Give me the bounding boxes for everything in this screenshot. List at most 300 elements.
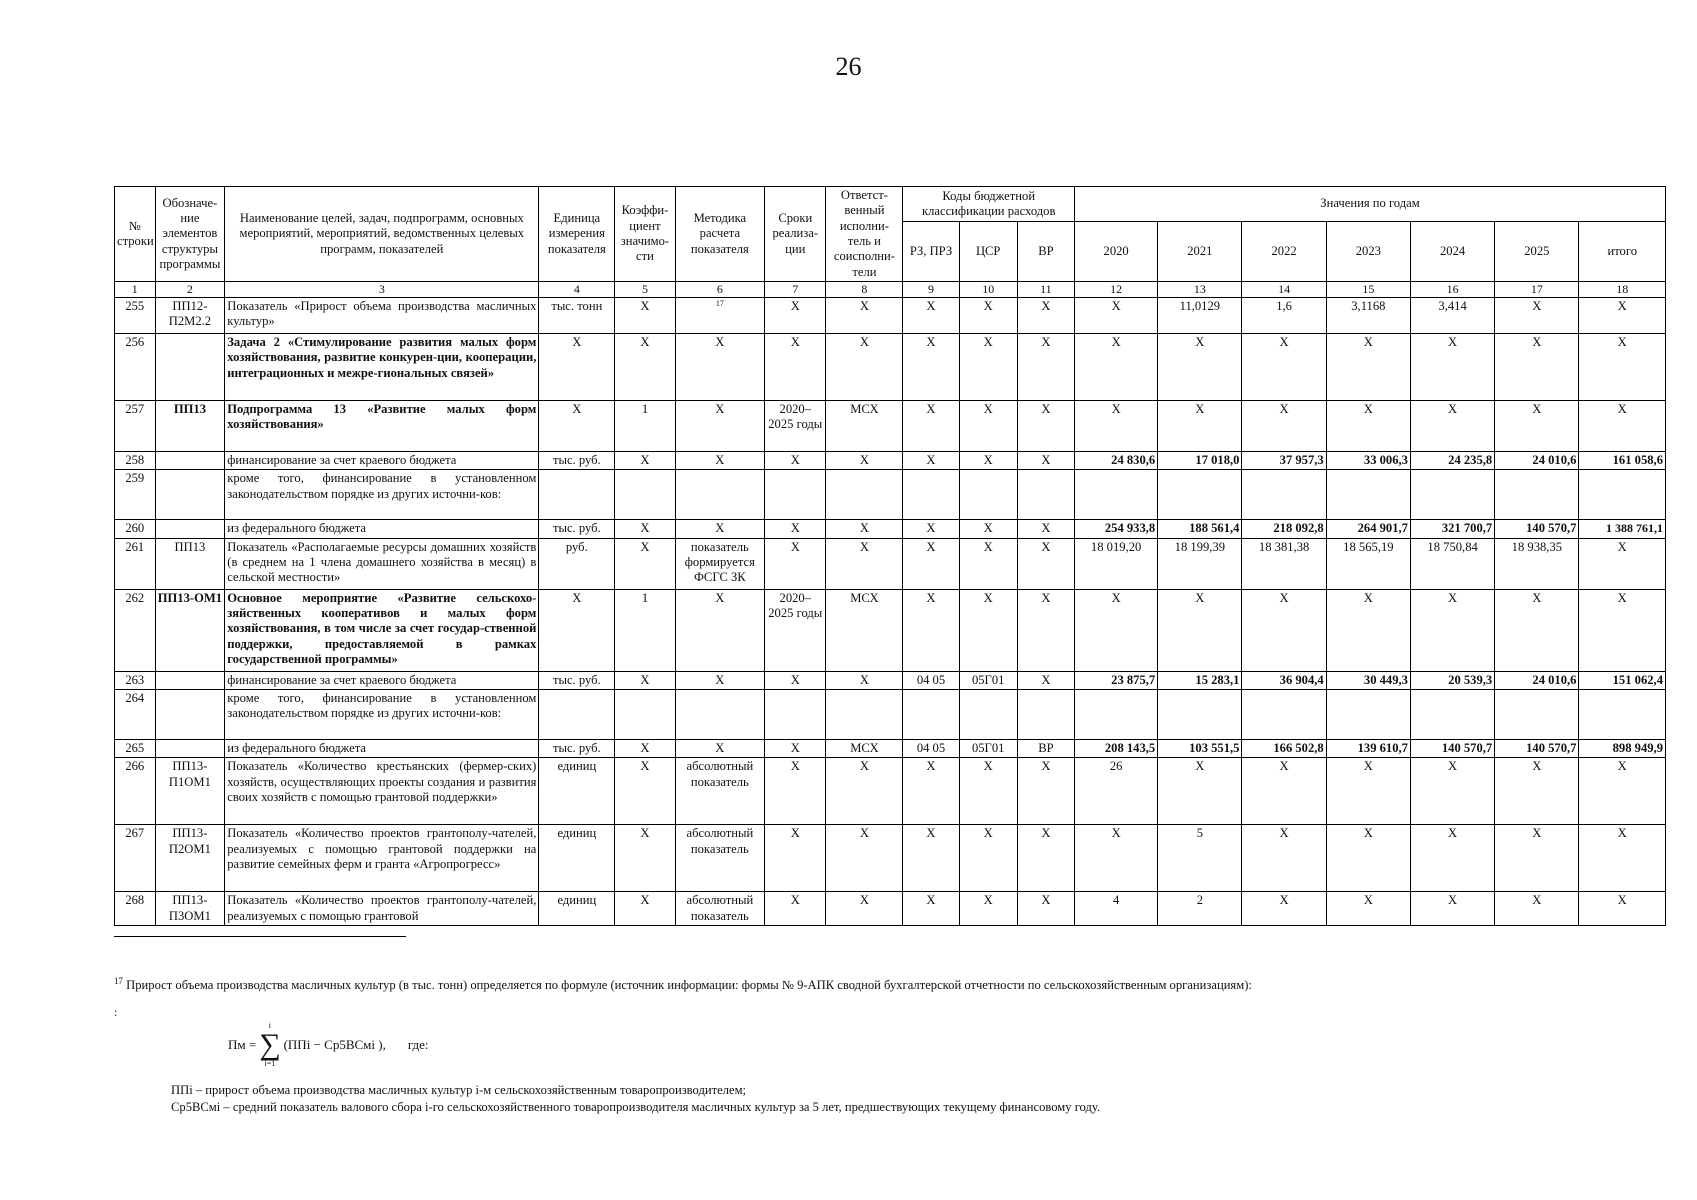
- footnote-reference[interactable]: 17: [715, 298, 724, 308]
- year-value-cell: X: [1410, 589, 1494, 671]
- table-row: [115, 671, 1666, 689]
- terms-cell: 2020–2025 годы: [765, 589, 826, 671]
- footnote-17: [114, 976, 1654, 993]
- year-value-cell: 18 565,19: [1326, 538, 1410, 589]
- unit-cell: тыс. руб.: [539, 671, 615, 689]
- method-cell: [675, 689, 764, 739]
- terms-cell: X: [765, 671, 826, 689]
- year-value-cell: 139 610,7: [1326, 739, 1410, 757]
- method-cell: [675, 297, 764, 333]
- csr-code-cell: [959, 689, 1017, 739]
- column-index-row: [115, 282, 1666, 298]
- column-index: 2: [155, 282, 225, 298]
- row-number-cell: 268: [115, 892, 156, 926]
- year-value-cell: X: [1326, 333, 1410, 400]
- year-value-cell: X: [1495, 297, 1579, 333]
- column-index: 3: [225, 282, 539, 298]
- terms-cell: X: [765, 892, 826, 926]
- column-index: 12: [1075, 282, 1158, 298]
- row-number-cell: 263: [115, 671, 156, 689]
- year-value-cell: 140 570,7: [1410, 739, 1494, 757]
- year-value-cell: 321 700,7: [1410, 520, 1494, 538]
- row-number-cell: 266: [115, 758, 156, 825]
- year-value-cell: X: [1410, 333, 1494, 400]
- terms-cell: X: [765, 520, 826, 538]
- method-cell: [675, 470, 764, 520]
- year-value-cell: 24 235,8: [1410, 451, 1494, 469]
- header-row-no: № строки: [115, 187, 156, 282]
- year-value-cell: [1410, 470, 1494, 520]
- column-index: 14: [1242, 282, 1326, 298]
- year-value-cell: 218 092,8: [1242, 520, 1326, 538]
- footnote-colon: :: [114, 1005, 118, 1019]
- designation-cell: ПП13-П2ОМ1: [155, 825, 225, 892]
- coefficient-cell: [615, 470, 675, 520]
- rz-code-cell: X: [903, 825, 959, 892]
- coefficient-cell: [615, 689, 675, 739]
- row-number-cell: 258: [115, 451, 156, 469]
- coefficient-cell: X: [615, 538, 675, 589]
- coefficient-cell: 1: [615, 589, 675, 671]
- table-row: [115, 589, 1666, 671]
- year-value-cell: 24 830,6: [1075, 451, 1158, 469]
- year-value-cell: [1242, 470, 1326, 520]
- csr-code-cell: [959, 470, 1017, 520]
- header-budget-codes: Коды бюджетной классификации расходов: [903, 187, 1075, 222]
- year-value-cell: [1075, 689, 1158, 739]
- header-values-by-year: Значения по годам: [1075, 187, 1666, 222]
- year-value-cell: X: [1158, 400, 1242, 451]
- terms-cell: X: [765, 758, 826, 825]
- vr-code-cell: X: [1017, 400, 1074, 451]
- year-value-cell: 18 750,84: [1410, 538, 1494, 589]
- header-year: 2025: [1495, 221, 1579, 281]
- coefficient-cell: X: [615, 739, 675, 757]
- year-value-cell: 254 933,8: [1075, 520, 1158, 538]
- row-number-cell: 261: [115, 538, 156, 589]
- total-value-cell: 1 388 761,1: [1579, 520, 1666, 538]
- year-value-cell: X: [1326, 589, 1410, 671]
- responsible-cell: [826, 689, 903, 739]
- year-value-cell: 18 381,38: [1242, 538, 1326, 589]
- year-value-cell: X: [1495, 825, 1579, 892]
- year-value-cell: 37 957,3: [1242, 451, 1326, 469]
- year-value-cell: 264 901,7: [1326, 520, 1410, 538]
- responsible-cell: X: [826, 297, 903, 333]
- vr-code-cell: X: [1017, 333, 1074, 400]
- footnote-text: Прирост объема производства масличных культур (в тыс. тонн) определяется по формуле (источник информации: формы № 9-АПК сводной бухгалтерской отчетности по сельскохозяйственным организациям):: [123, 978, 1252, 993]
- header-responsible: Ответст-венный исполни-тель и соисполни-тели: [826, 187, 903, 282]
- year-value-cell: X: [1495, 333, 1579, 400]
- designation-cell: ПП12-П2М2.2: [155, 297, 225, 333]
- vr-code-cell: X: [1017, 538, 1074, 589]
- formula-left: Пм =: [228, 1037, 257, 1052]
- year-value-cell: X: [1410, 825, 1494, 892]
- rz-code-cell: [903, 689, 959, 739]
- table-row: [115, 333, 1666, 400]
- year-value-cell: [1495, 689, 1579, 739]
- rz-code-cell: 04 05: [903, 671, 959, 689]
- coefficient-cell: X: [615, 297, 675, 333]
- sigma-icon: ∑: [259, 1028, 281, 1061]
- year-value-cell: X: [1158, 333, 1242, 400]
- responsible-cell: МСХ: [826, 589, 903, 671]
- coefficient-cell: 1: [615, 400, 675, 451]
- unit-cell: [539, 470, 615, 520]
- responsible-cell: X: [826, 758, 903, 825]
- total-value-cell: 898 949,9: [1579, 739, 1666, 757]
- designation-cell: [155, 739, 225, 757]
- unit-cell: тыс. руб.: [539, 739, 615, 757]
- year-value-cell: 24 010,6: [1495, 451, 1579, 469]
- total-value-cell: X: [1579, 825, 1666, 892]
- coefficient-cell: X: [615, 892, 675, 926]
- csr-code-cell: X: [959, 825, 1017, 892]
- year-value-cell: X: [1410, 758, 1494, 825]
- method-cell: X: [675, 739, 764, 757]
- unit-cell: единиц: [539, 825, 615, 892]
- year-value-cell: X: [1242, 589, 1326, 671]
- designation-cell: ПП13-П3ОМ1: [155, 892, 225, 926]
- year-value-cell: 20 539,3: [1410, 671, 1494, 689]
- header-name: Наименование целей, задач, подпрограмм, основных мероприятий, мероприятий, ведомственных целевых программ, показателей: [225, 187, 539, 282]
- terms-cell: X: [765, 451, 826, 469]
- designation-cell: [155, 451, 225, 469]
- rz-code-cell: X: [903, 451, 959, 469]
- terms-cell: X: [765, 297, 826, 333]
- responsible-cell: МСХ: [826, 400, 903, 451]
- responsible-cell: [826, 470, 903, 520]
- year-value-cell: 33 006,3: [1326, 451, 1410, 469]
- rz-code-cell: X: [903, 400, 959, 451]
- unit-cell: X: [539, 400, 615, 451]
- indicators-table-container: [114, 186, 1666, 926]
- name-cell: Показатель «Располагаемые ресурсы домашних хозяйств (в среднем на 1 члена домашнего хозяйства в месяц) в сельской местности»: [225, 538, 539, 589]
- year-value-cell: X: [1326, 400, 1410, 451]
- rz-code-cell: X: [903, 892, 959, 926]
- sum-upper-limit: i: [268, 1021, 272, 1030]
- year-value-cell: X: [1326, 758, 1410, 825]
- name-cell: из федерального бюджета: [225, 739, 539, 757]
- name-cell: Показатель «Количество проектов грантополу-чателей, реализуемых с помощью грантовой поддержки на развитие семейных ферм и гранта «Агропрогресс»: [225, 825, 539, 892]
- method-cell: X: [675, 333, 764, 400]
- formula-right: (ППi − Ср5ВСмi ),: [283, 1037, 386, 1052]
- total-value-cell: X: [1579, 400, 1666, 451]
- year-value-cell: 4: [1075, 892, 1158, 926]
- year-value-cell: 103 551,5: [1158, 739, 1242, 757]
- formula: [228, 1022, 429, 1068]
- year-value-cell: [1158, 689, 1242, 739]
- method-cell: абсолютный показатель: [675, 825, 764, 892]
- table-row: [115, 520, 1666, 538]
- sum-lower-limit: i=1: [264, 1059, 276, 1068]
- terms-cell: X: [765, 825, 826, 892]
- footnote-mark: 17: [114, 976, 123, 986]
- method-cell: X: [675, 451, 764, 469]
- row-number-cell: 260: [115, 520, 156, 538]
- unit-cell: X: [539, 333, 615, 400]
- rz-code-cell: X: [903, 589, 959, 671]
- year-value-cell: X: [1242, 892, 1326, 926]
- column-index: 10: [959, 282, 1017, 298]
- coefficient-cell: X: [615, 333, 675, 400]
- vr-code-cell: X: [1017, 825, 1074, 892]
- table-row: [115, 451, 1666, 469]
- csr-code-cell: X: [959, 892, 1017, 926]
- year-value-cell: X: [1075, 333, 1158, 400]
- header-csr: ЦСР: [959, 221, 1017, 281]
- terms-cell: [765, 470, 826, 520]
- vr-code-cell: ВР: [1017, 739, 1074, 757]
- table-row: [115, 297, 1666, 333]
- year-value-cell: X: [1075, 825, 1158, 892]
- year-value-cell: 18 938,35: [1495, 538, 1579, 589]
- year-value-cell: 30 449,3: [1326, 671, 1410, 689]
- terms-cell: X: [765, 538, 826, 589]
- name-cell: Основное мероприятие «Развитие сельскохо-зяйственных кооперативов и малых форм хозяйствования, в том числе за счет государ-ственной поддержки, предоставляемой в рамках государственной программы»: [225, 589, 539, 671]
- rz-code-cell: X: [903, 538, 959, 589]
- designation-cell: ПП13: [155, 538, 225, 589]
- year-value-cell: 166 502,8: [1242, 739, 1326, 757]
- row-number-cell: 257: [115, 400, 156, 451]
- designation-cell: ПП13-ОМ1: [155, 589, 225, 671]
- year-value-cell: [1158, 470, 1242, 520]
- unit-cell: [539, 689, 615, 739]
- method-cell: X: [675, 589, 764, 671]
- year-value-cell: [1075, 470, 1158, 520]
- indicators-table: [114, 186, 1666, 926]
- total-value-cell: X: [1579, 589, 1666, 671]
- year-value-cell: X: [1075, 297, 1158, 333]
- formula-where: где:: [407, 1037, 429, 1052]
- designation-cell: [155, 689, 225, 739]
- footnote-divider: [114, 936, 406, 937]
- coefficient-cell: X: [615, 671, 675, 689]
- header-method: Методика расчета показателя: [675, 187, 764, 282]
- year-value-cell: 5: [1158, 825, 1242, 892]
- designation-cell: ПП13-П1ОМ1: [155, 758, 225, 825]
- name-cell: из федерального бюджета: [225, 520, 539, 538]
- rz-code-cell: X: [903, 297, 959, 333]
- total-value-cell: X: [1579, 758, 1666, 825]
- csr-code-cell: 05Г01: [959, 671, 1017, 689]
- designation-cell: [155, 470, 225, 520]
- name-cell: Показатель «Прирост объема производства масличных культур»: [225, 297, 539, 333]
- year-value-cell: X: [1495, 758, 1579, 825]
- year-value-cell: [1242, 689, 1326, 739]
- name-cell: Показатель «Количество проектов грантополу-чателей, реализуемых с помощью грантовой: [225, 892, 539, 926]
- method-cell: X: [675, 400, 764, 451]
- unit-cell: X: [539, 589, 615, 671]
- designation-cell: [155, 520, 225, 538]
- row-number-cell: 256: [115, 333, 156, 400]
- year-value-cell: X: [1410, 400, 1494, 451]
- total-value-cell: [1579, 470, 1666, 520]
- column-index: 5: [615, 282, 675, 298]
- csr-code-cell: X: [959, 758, 1017, 825]
- name-cell: кроме того, финансирование в установленном законодательством порядке из других источни-ков:: [225, 689, 539, 739]
- table-row: [115, 689, 1666, 739]
- csr-code-cell: X: [959, 297, 1017, 333]
- header-coef: Коэффи-циент значимо-сти: [615, 187, 675, 282]
- total-value-cell: X: [1579, 333, 1666, 400]
- year-value-cell: X: [1495, 400, 1579, 451]
- year-value-cell: 140 570,7: [1495, 520, 1579, 538]
- year-value-cell: 3,1168: [1326, 297, 1410, 333]
- year-value-cell: 2: [1158, 892, 1242, 926]
- coefficient-cell: X: [615, 520, 675, 538]
- method-cell: X: [675, 520, 764, 538]
- name-cell: Подпрограмма 13 «Развитие малых форм хозяйствования»: [225, 400, 539, 451]
- method-cell: показатель формируется ФСГС ЗК: [675, 538, 764, 589]
- responsible-cell: X: [826, 520, 903, 538]
- responsible-cell: X: [826, 671, 903, 689]
- row-number-cell: 267: [115, 825, 156, 892]
- sum-symbol: [259, 1022, 280, 1068]
- responsible-cell: МСХ: [826, 739, 903, 757]
- year-value-cell: 26: [1075, 758, 1158, 825]
- row-number-cell: 262: [115, 589, 156, 671]
- unit-cell: единиц: [539, 758, 615, 825]
- year-value-cell: 17 018,0: [1158, 451, 1242, 469]
- year-value-cell: 188 561,4: [1158, 520, 1242, 538]
- rz-code-cell: [903, 470, 959, 520]
- csr-code-cell: X: [959, 538, 1017, 589]
- column-index: 6: [675, 282, 764, 298]
- year-value-cell: 15 283,1: [1158, 671, 1242, 689]
- year-value-cell: X: [1158, 589, 1242, 671]
- year-value-cell: 1,6: [1242, 297, 1326, 333]
- column-index: 15: [1326, 282, 1410, 298]
- vr-code-cell: X: [1017, 892, 1074, 926]
- unit-cell: тыс. руб.: [539, 520, 615, 538]
- header-year: 2022: [1242, 221, 1326, 281]
- year-value-cell: 3,414: [1410, 297, 1494, 333]
- header-vr: ВР: [1017, 221, 1074, 281]
- table-row: [115, 400, 1666, 451]
- table-row: [115, 892, 1666, 926]
- column-index: 11: [1017, 282, 1074, 298]
- unit-cell: тыс. тонн: [539, 297, 615, 333]
- column-index: 1: [115, 282, 156, 298]
- total-value-cell: 161 058,6: [1579, 451, 1666, 469]
- vr-code-cell: X: [1017, 758, 1074, 825]
- year-value-cell: 11,0129: [1158, 297, 1242, 333]
- header-terms: Сроки реализа-ции: [765, 187, 826, 282]
- header-rz: РЗ, ПРЗ: [903, 221, 959, 281]
- total-value-cell: [1579, 689, 1666, 739]
- year-value-cell: 18 199,39: [1158, 538, 1242, 589]
- column-index: 7: [765, 282, 826, 298]
- year-value-cell: X: [1158, 758, 1242, 825]
- year-value-cell: X: [1410, 892, 1494, 926]
- column-index: 18: [1579, 282, 1666, 298]
- rz-code-cell: X: [903, 333, 959, 400]
- method-cell: абсолютный показатель: [675, 758, 764, 825]
- vr-code-cell: X: [1017, 297, 1074, 333]
- designation-cell: [155, 333, 225, 400]
- rz-code-cell: X: [903, 758, 959, 825]
- responsible-cell: X: [826, 333, 903, 400]
- year-value-cell: X: [1075, 400, 1158, 451]
- responsible-cell: X: [826, 825, 903, 892]
- coefficient-cell: X: [615, 758, 675, 825]
- year-value-cell: X: [1242, 400, 1326, 451]
- responsible-cell: X: [826, 892, 903, 926]
- row-number-cell: 264: [115, 689, 156, 739]
- header-total: итого: [1579, 221, 1666, 281]
- row-number-cell: 259: [115, 470, 156, 520]
- total-value-cell: X: [1579, 538, 1666, 589]
- vr-code-cell: X: [1017, 520, 1074, 538]
- year-value-cell: X: [1495, 589, 1579, 671]
- column-index: 4: [539, 282, 615, 298]
- csr-code-cell: X: [959, 589, 1017, 671]
- table-row: [115, 739, 1666, 757]
- year-value-cell: [1326, 470, 1410, 520]
- year-value-cell: 24 010,6: [1495, 671, 1579, 689]
- table-body: [115, 297, 1666, 925]
- definition-ppi: ППi – прирост объема производства масличных культур i-м сельскохозяйственным товаропроизводителем;: [171, 1083, 747, 1097]
- csr-code-cell: X: [959, 400, 1017, 451]
- column-index: 8: [826, 282, 903, 298]
- column-index: 17: [1495, 282, 1579, 298]
- table-row: [115, 825, 1666, 892]
- year-value-cell: [1495, 470, 1579, 520]
- page-number: 26: [835, 52, 862, 81]
- coefficient-cell: X: [615, 451, 675, 469]
- year-value-cell: 140 570,7: [1495, 739, 1579, 757]
- name-cell: кроме того, финансирование в установленном законодательством порядке из других источни-ков:: [225, 470, 539, 520]
- name-cell: Задача 2 «Стимулирование развития малых форм хозяйствования, развитие конкурен-ции, кооперации, интеграционных и межре-гиональных связей»: [225, 333, 539, 400]
- year-value-cell: X: [1075, 589, 1158, 671]
- table-row: [115, 758, 1666, 825]
- vr-code-cell: [1017, 689, 1074, 739]
- header-year: 2023: [1326, 221, 1410, 281]
- total-value-cell: X: [1579, 892, 1666, 926]
- year-value-cell: X: [1242, 758, 1326, 825]
- year-value-cell: X: [1242, 333, 1326, 400]
- method-cell: X: [675, 671, 764, 689]
- column-index: 13: [1158, 282, 1242, 298]
- year-value-cell: 36 904,4: [1242, 671, 1326, 689]
- csr-code-cell: X: [959, 333, 1017, 400]
- header-year: 2020: [1075, 221, 1158, 281]
- csr-code-cell: 05Г01: [959, 739, 1017, 757]
- terms-cell: X: [765, 739, 826, 757]
- name-cell: финансирование за счет краевого бюджета: [225, 671, 539, 689]
- column-index: 9: [903, 282, 959, 298]
- year-value-cell: [1326, 689, 1410, 739]
- year-value-cell: 208 143,5: [1075, 739, 1158, 757]
- unit-cell: тыс. руб.: [539, 451, 615, 469]
- vr-code-cell: X: [1017, 589, 1074, 671]
- terms-cell: 2020–2025 годы: [765, 400, 826, 451]
- unit-cell: единиц: [539, 892, 615, 926]
- total-value-cell: 151 062,4: [1579, 671, 1666, 689]
- year-value-cell: X: [1495, 892, 1579, 926]
- vr-code-cell: X: [1017, 451, 1074, 469]
- total-value-cell: X: [1579, 297, 1666, 333]
- table-row: [115, 470, 1666, 520]
- responsible-cell: X: [826, 538, 903, 589]
- year-value-cell: 18 019,20: [1075, 538, 1158, 589]
- csr-code-cell: X: [959, 451, 1017, 469]
- year-value-cell: [1410, 689, 1494, 739]
- method-cell: абсолютный показатель: [675, 892, 764, 926]
- designation-cell: [155, 671, 225, 689]
- header-designation: Обозначе-ние элементов структуры программы: [155, 187, 225, 282]
